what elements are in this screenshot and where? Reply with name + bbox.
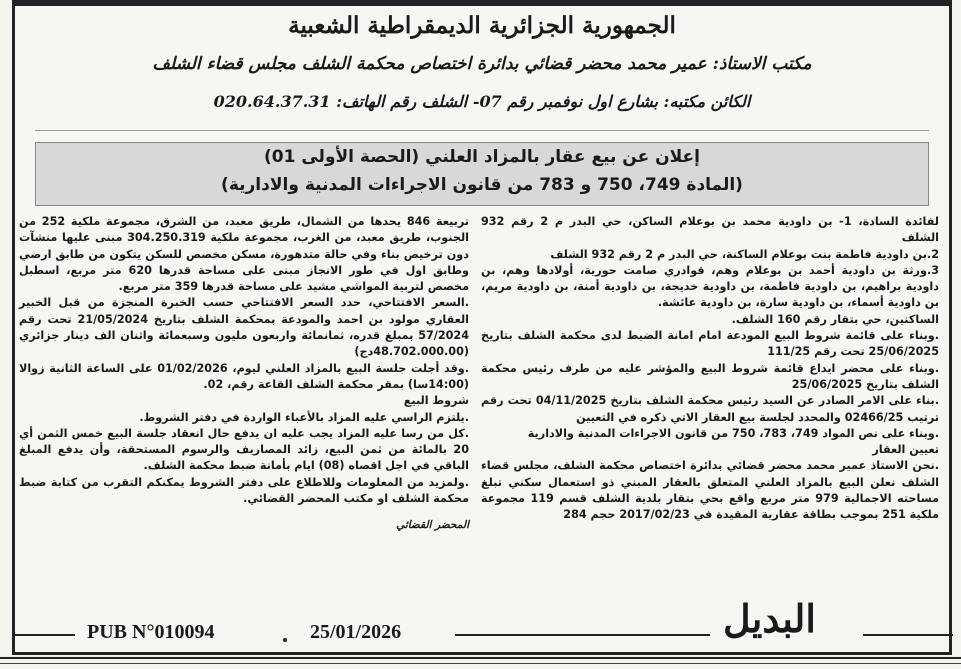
footer-rule — [863, 634, 953, 636]
newspaper-logo: البديل — [723, 596, 816, 641]
notice-frame — [12, 0, 952, 655]
footer — [15, 596, 949, 656]
paragraph: .السعر الافتتاحي، حدد السعر الافتتاحي حسب الخبرة المنجزة من قبل الخبير العقاري مولود بن احمد والمودعة بمحكمة الشلف بتاريخ 21/05/2024 تحت رقم 57/2024 بمبلغ قدره، ثمانمائة واربعون مليون وسبعمائة واثنان الف دينار جزائري (48.702.000.00دج) — [19, 296, 469, 359]
paragraph: .كل من رسا عليه المزاد يجب عليه ان يدفع حال انعقاد جلسة البيع خمس الثمن أي 20 بالمائة من ثمن البيع، زائد المصاريف والرسوم المستحقة، وأن يدفع المبلغ الباقي في اجل اقصاه (08) ايام بأمانة ضبط محكمة الشلف. — [19, 426, 469, 473]
paragraph: لفائدة السادة، 1- بن داودية محمد بن بوعلام الساكن، حي البدر م 2 رقم 932 الشلف — [481, 215, 939, 245]
signature: المحضر القضائي — [396, 519, 469, 532]
bottom-rule — [0, 657, 961, 659]
right-column — [481, 214, 939, 594]
divider — [35, 130, 929, 131]
paragraph: .وبناء على محضر ايداع قائمة شروط البيع والمؤشر عليه من طرف رئيس محكمة الشلف بتاريخ 25/06/2025 — [481, 361, 939, 391]
notice-title-box — [35, 142, 929, 206]
paragraph: .وبناء على نص المواد 749، 783، 750 من قانون الاجراءات المدنية والادارية — [527, 426, 939, 440]
footer-rule — [15, 634, 75, 636]
footer-rule — [455, 634, 710, 636]
paragraph: .وقد أجلت جلسة البيع بالمزاد العلني ليوم، 01/02/2026 على الساعة الثانية زوالا (14:00سا) بمقر محكمة الشلف القاعة رقم، 02. — [19, 361, 469, 391]
pub-number: PUB N°010094 — [87, 621, 215, 643]
section-heading: شروط البيع — [403, 394, 469, 408]
paragraph: 2.بن داودية فاطمة بنت بوعلام الساكنة، حي البدر م 2 رقم 932 الشلف — [550, 247, 939, 261]
notice-title: إعلان عن بيع عقار بالمزاد العلني (الحصة الأولى 01) — [263, 147, 700, 167]
notice-body — [19, 214, 940, 594]
paragraph: الساكنين، حي بتقار رقم 160 الشلف. — [731, 312, 939, 326]
office-line: مكتب الاستاذ: عمير محمد محضر قضائي بدائرة اختصاص محكمة الشلف مجلس قضاء الشلف — [152, 54, 812, 74]
left-column — [19, 214, 469, 594]
address-line: الكائن مكتبه: بشارع اول نوفمبر رقم 07- الشلف رقم الهاتف: 020.64.37.31 — [213, 92, 751, 111]
paragraph: .نحن الاستاذ عمير محمد محضر قضائي بدائرة اختصاص محكمة الشلف، مجلس قضاء الشلف نعلن البيع بالمزاد العلني المتعلق بالعقار المبني ذو استعمال سكني تبلغ مساحته الاجمالية 979 متر مربع واقع بحي بتقار بلدية الشلف قسم 119 مجموعة ملكية 251 بموجب بطاقة عقارية المقيدة في 2017/02/23 حجم 284 — [481, 459, 940, 522]
separator-dot — [283, 638, 287, 642]
section-heading: تعيين العقار — [872, 443, 939, 457]
paragraph: .ولمزيد من المعلومات وللاطلاع على دفتر الشروط يمكنكم التقرب من كتابة ضبط محكمة الشلف او مكتب المحضر القضائي. — [19, 475, 469, 506]
republic-title: الجمهورية الجزائرية الديمقراطية الشعبية — [288, 12, 676, 39]
notice-subtitle: (المادة 749، 750 و 783 من قانون الاجراءات المدنية والادارية) — [221, 175, 743, 195]
paragraph: تربيعة 846 يحدها من الشمال، طريق معبد، من الشرق، مجموعة ملكية 252 من الجنوب، طريق معبد، من الغرب، مجموعة ملكية 304.250.319 مبنى عليها منشآت دون ترخيص بناء وفي حالة متدهورة، مسكن مخصص للسكن يتكون من طابق ارضي وطابق اول في طور الانجاز مبنى على مساحة قدرها 620 متر مربع، اسطبل مخصص لتربية المواشي مشيد على مساحة قدرها 359 متر مربع. — [19, 215, 470, 294]
paragraph: .يلتزم الراسي عليه المزاد بالأعباء الواردة في دفتر الشروط. — [139, 410, 469, 424]
paragraph: .وبناء على قائمة شروط البيع المودعة امام امانة الضبط لدى محكمة الشلف بتاريخ 25/06/2025 تحت رقم 111/25 — [481, 329, 939, 359]
publication-date: 25/01/2026 — [310, 621, 402, 643]
paragraph: .بناء على الامر الصادر عن السيد رئيس محكمة الشلف بتاريخ 04/11/2025 تحت رقم ترتيب 02466/25 والمحدد لجلسة بيع العقار الاتي ذكره في التعيين — [481, 394, 939, 424]
bottom-rule — [0, 663, 961, 664]
paragraph: 3.ورثة بن داودية أحمد بن بوعلام وهم، قوادري صامت حورية، أولادها وهم، بن داودية براهيم، بن داودية فاطمة، بن داودية خديجة، بن داودية أمنة، بن داودية مريم، بن داودية أسماء، بن داودية سارة، بن داودية عائشة. — [481, 263, 939, 310]
